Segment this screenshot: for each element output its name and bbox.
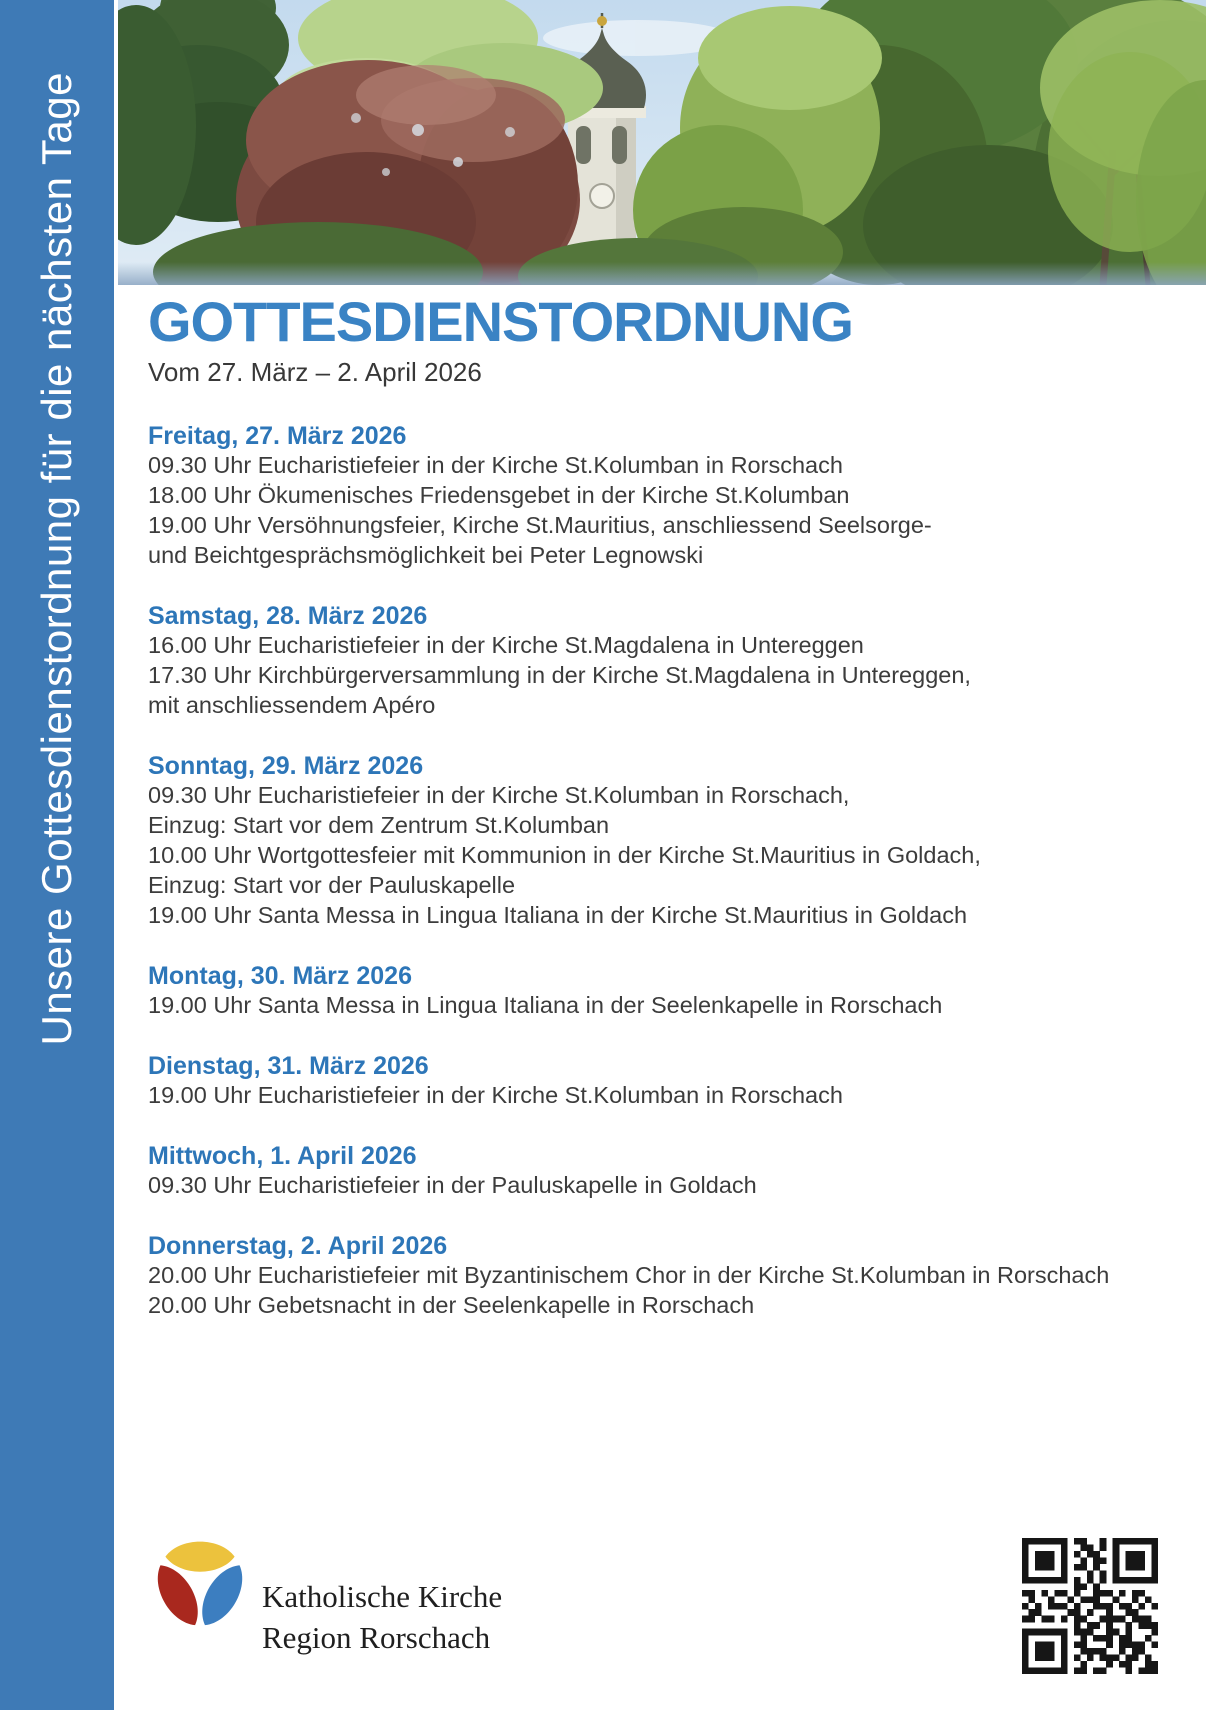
event-line: Einzug: Start vor der Pauluskapelle <box>148 872 516 898</box>
event-line: 20.00 Uhr Eucharistiefeier mit Byzantinischem Chor in der Kirche St.Kolumban in Rorschach <box>148 1262 1110 1288</box>
event-line: Einzug: Start vor dem Zentrum St.Kolumban <box>148 812 610 838</box>
sidebar <box>0 0 114 1710</box>
day-section <box>148 962 1178 1020</box>
day-section <box>148 752 1178 930</box>
event-line: 20.00 Uhr Gebetsnacht in der Seelenkapelle in Rorschach <box>148 1292 755 1318</box>
banner-photo <box>118 0 1206 285</box>
event-line: 09.30 Uhr Eucharistiefeier in der Kirche St.Kolumban in Rorschach <box>148 452 843 478</box>
event-line: und Beichtgesprächsmöglichkeit bei Peter Legnowski <box>148 542 704 568</box>
day-section <box>148 1142 1178 1200</box>
organization-name <box>262 1576 502 1658</box>
day-section <box>148 422 1178 570</box>
event-line: 09.30 Uhr Eucharistiefeier in der Kirche St.Kolumban in Rorschach, <box>148 782 850 808</box>
parish-logo <box>150 1531 250 1627</box>
schedule <box>148 422 1178 1320</box>
event-line: 19.00 Uhr Santa Messa in Lingua Italiana in der Seelenkapelle in Rorschach <box>148 992 943 1018</box>
event-line: mit anschliessendem Apéro <box>148 692 436 718</box>
org-name-line2: Region Rorschach <box>262 1620 491 1655</box>
logo-petal-yellow <box>165 1542 234 1572</box>
tower-window <box>576 126 591 164</box>
day-heading: Samstag, 28. März 2026 <box>148 602 428 630</box>
date-range-subtitle: Vom 27. März – 2. April 2026 <box>148 357 482 387</box>
day-heading: Montag, 30. März 2026 <box>148 962 412 990</box>
event-line: 19.00 Uhr Santa Messa in Lingua Italiana in der Kirche St.Mauritius in Goldach <box>148 902 968 928</box>
day-section <box>148 1232 1178 1320</box>
photo-blur-edge <box>118 262 1206 285</box>
day-heading: Sonntag, 29. März 2026 <box>148 752 424 780</box>
tower-clock <box>590 184 614 208</box>
tower-window <box>612 126 627 164</box>
event-line: 19.00 Uhr Versöhnungsfeier, Kirche St.Mauritius, anschliessend Seelsorge- <box>148 512 932 538</box>
sidebar-vertical-text: Unsere Gottesdienstordnung für die nächsten Tage <box>32 72 80 1046</box>
event-line: 18.00 Uhr Ökumenisches Friedensgebet in der Kirche St.Kolumban <box>148 482 850 508</box>
day-section <box>148 1052 1178 1110</box>
event-line: 17.30 Uhr Kirchbürgerversammlung in der Kirche St.Magdalena in Untereggen, <box>148 662 971 688</box>
day-heading: Dienstag, 31. März 2026 <box>148 1052 429 1080</box>
org-name-line1: Katholische Kirche <box>262 1579 503 1614</box>
event-line: 09.30 Uhr Eucharistiefeier in der Pauluskapelle in Goldach <box>148 1172 757 1198</box>
event-line: 19.00 Uhr Eucharistiefeier in der Kirche St.Kolumban in Rorschach <box>148 1082 843 1108</box>
dome-finial-ball <box>597 16 607 26</box>
logo-petals <box>150 1542 250 1627</box>
event-line: 10.00 Uhr Wortgottesfeier mit Kommunion in der Kirche St.Mauritius in Goldach, <box>148 842 981 868</box>
day-heading: Donnerstag, 2. April 2026 <box>148 1232 448 1260</box>
qr-code <box>1022 1538 1158 1674</box>
main-content <box>148 285 1178 1352</box>
day-heading: Mittwoch, 1. April 2026 <box>148 1142 417 1170</box>
page-title: GOTTESDIENSTORDNUNG <box>148 290 853 353</box>
event-line: 16.00 Uhr Eucharistiefeier in der Kirche St.Magdalena in Untereggen <box>148 632 864 658</box>
day-section <box>148 602 1178 720</box>
day-heading: Freitag, 27. März 2026 <box>148 422 407 450</box>
